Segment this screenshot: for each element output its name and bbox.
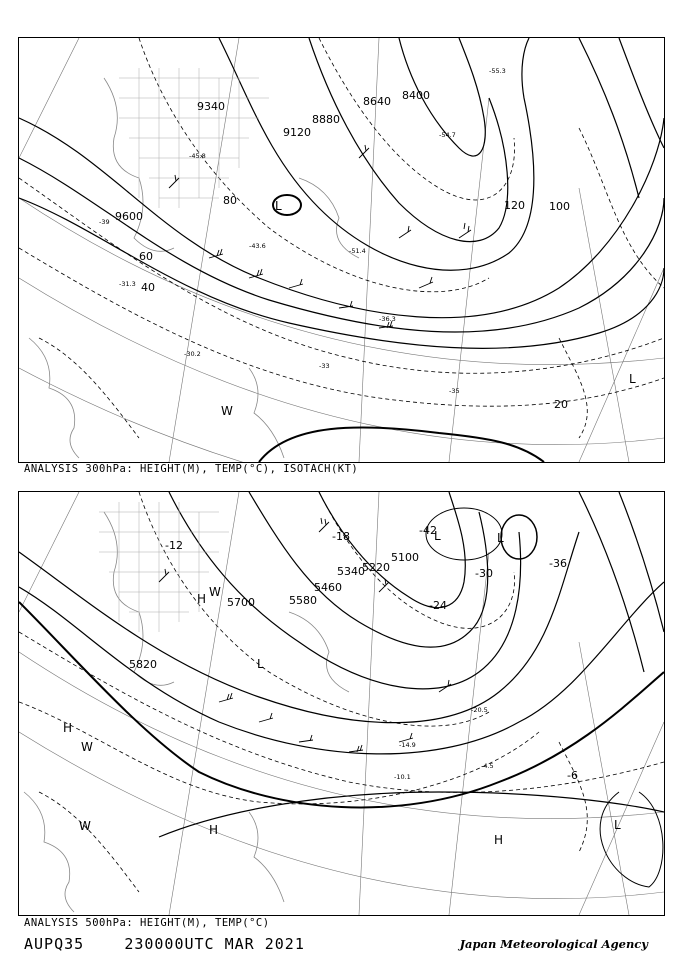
moisture-stipple-500 <box>99 502 229 632</box>
temp-label: -36 <box>549 557 567 570</box>
height-label: 5220 <box>362 561 390 574</box>
low-pressure-label: L <box>257 657 264 671</box>
temp-label: -12 <box>165 539 183 552</box>
warm-label: W <box>79 819 91 833</box>
chart-code: AUPQ35 <box>24 935 85 953</box>
temp-label: -10.1 <box>394 773 411 781</box>
low-pressure-label: L <box>497 531 504 545</box>
isotach-label: 40 <box>141 281 155 294</box>
temp-label: -20.5 <box>471 706 488 714</box>
high-pressure-label: H <box>209 823 219 837</box>
height-label: 9340 <box>197 100 225 113</box>
height-label: 8400 <box>402 89 430 102</box>
height-label: 5100 <box>391 551 419 564</box>
low-pressure-label: L <box>275 199 282 213</box>
height-label: 8640 <box>363 95 391 108</box>
height-label: 8880 <box>312 113 340 126</box>
caption-500hpa: ANALYSIS 500hPa: HEIGHT(M), TEMP(°C) <box>24 917 270 929</box>
height-label: 5700 <box>227 596 255 609</box>
isotach-label: 60 <box>139 250 153 263</box>
map-panel-500hpa <box>18 491 665 916</box>
temp-label: -36.3 <box>379 315 396 323</box>
isotach-label: 80 <box>223 194 237 207</box>
map-panel-300hpa <box>18 37 665 463</box>
warm-label: W <box>81 740 93 754</box>
low-pressure-label: L <box>614 818 621 832</box>
chart-code-and-time <box>24 935 305 953</box>
temp-label: -6 <box>567 769 578 782</box>
high-pressure-label: H <box>494 833 504 847</box>
temp-label: -54.7 <box>439 131 456 139</box>
temp-label: -55.3 <box>489 67 506 75</box>
isotach-label: 120 <box>504 199 525 212</box>
temp-label: -14.9 <box>399 741 416 749</box>
agency-credit: Japan Meteorological Agency <box>459 937 648 951</box>
temp-label: -43.6 <box>249 242 266 250</box>
height-contours-300 <box>19 38 664 348</box>
height-label: 5580 <box>289 594 317 607</box>
temp-label: -24 <box>429 599 447 612</box>
map-300hpa-chart <box>19 38 664 462</box>
temp-label: -39 <box>99 218 110 226</box>
temp-label: -33 <box>319 362 330 370</box>
high-pressure-label: H <box>63 721 73 735</box>
temp-label: -45.8 <box>189 152 206 160</box>
map-500hpa-chart <box>19 492 664 915</box>
height-label: 5460 <box>314 581 342 594</box>
isotherms-300 <box>19 38 664 438</box>
height-label: 5340 <box>337 565 365 578</box>
chart-datetime: 230000UTC MAR 2021 <box>124 935 305 953</box>
height-label: 9600 <box>115 210 143 223</box>
isotach-label: 20 <box>554 398 568 411</box>
thick-contour-300 <box>259 427 544 462</box>
low-pressure-label: L <box>629 372 636 386</box>
isotach-label: 100 <box>549 200 570 213</box>
height-label: 5820 <box>129 658 157 671</box>
temp-label: -42 <box>419 524 437 537</box>
temp-label: -18 <box>332 530 350 543</box>
temp-label: -35 <box>449 387 460 395</box>
high-pressure-label: H <box>197 592 207 606</box>
caption-300hpa: ANALYSIS 300hPa: HEIGHT(M), TEMP(°C), ISOTACH(KT) <box>24 463 359 475</box>
warm-label: W <box>221 404 233 418</box>
graticule-500 <box>19 492 664 915</box>
low-pressure-label: L <box>434 529 441 543</box>
temp-label: -31.3 <box>119 280 136 288</box>
warm-label: W <box>209 585 221 599</box>
temp-label: -30.2 <box>184 350 201 358</box>
temp-label: -4.5 <box>481 762 494 770</box>
temp-label: -30 <box>475 567 493 580</box>
southern-contour-500 <box>159 792 664 837</box>
temp-label: -51.4 <box>349 247 366 255</box>
height-label: 9120 <box>283 126 311 139</box>
